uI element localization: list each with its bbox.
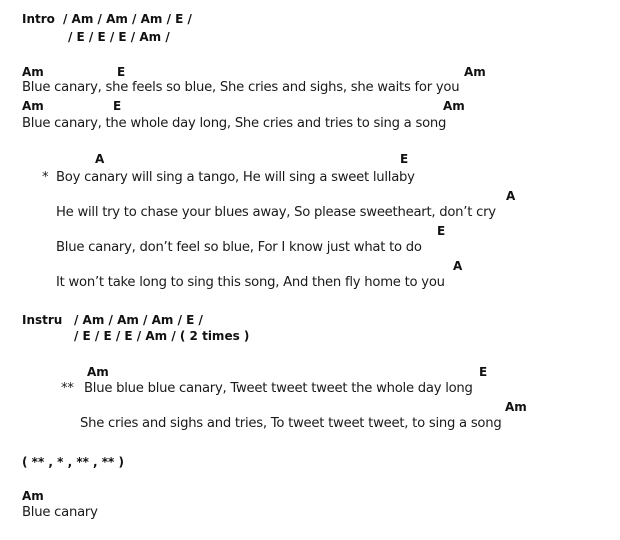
intro-chords-line-1: / Am / Am / Am / E / [63, 12, 192, 26]
song-order: ( ** , * , ** , ** ) [22, 455, 124, 469]
chord-e: E [479, 365, 488, 379]
instru-chords-line-1: / Am / Am / Am / E / [74, 313, 203, 327]
intro-label: Intro [22, 12, 55, 26]
bridge-lyric-line: It won’t take long to sing this song, And then fly home to you [56, 275, 445, 290]
chord-e: E [113, 99, 122, 113]
chord-a: A [453, 259, 463, 273]
chord-am: Am [464, 65, 486, 79]
chorus-lyric-line: She cries and sighs and tries, To tweet tweet tweet, to sing a song [80, 416, 502, 431]
instru-chords-line-2: / E / E / E / Am / ( 2 times ) [74, 329, 250, 343]
chord-am: Am [87, 365, 109, 379]
chord-e: E [400, 152, 409, 166]
intro-chords-line-2: / E / E / E / Am / [68, 30, 170, 44]
ending-lyric-line: Blue canary [22, 505, 98, 520]
chord-e: E [437, 224, 446, 238]
verse-lyric-line: Blue canary, the whole day long, She cries and tries to sing a song [22, 116, 447, 131]
instru-label: Instru [22, 313, 63, 327]
bridge-lyric-line: He will try to chase your blues away, So please sweetheart, don’t cry [56, 205, 496, 220]
chorus-marker: ** [61, 381, 74, 396]
chorus-lyric-line: Blue blue blue canary, Tweet tweet tweet the whole day long [84, 381, 473, 396]
chord-am: Am [505, 400, 527, 414]
chord-am: Am [443, 99, 465, 113]
chord-e: E [117, 65, 126, 79]
bridge-marker: * [42, 170, 49, 185]
bridge-lyric-line: Blue canary, don’t feel so blue, For I know just what to do [56, 240, 422, 255]
bridge-lyric-line: Boy canary will sing a tango, He will sing a sweet lullaby [56, 170, 415, 185]
chord-a: A [95, 152, 105, 166]
chord-a: A [506, 189, 516, 203]
verse-lyric-line: Blue canary, she feels so blue, She cries and sighs, she waits for you [22, 80, 460, 95]
chord-am: Am [22, 99, 44, 113]
chord-am: Am [22, 65, 44, 79]
chord-am: Am [22, 489, 44, 503]
